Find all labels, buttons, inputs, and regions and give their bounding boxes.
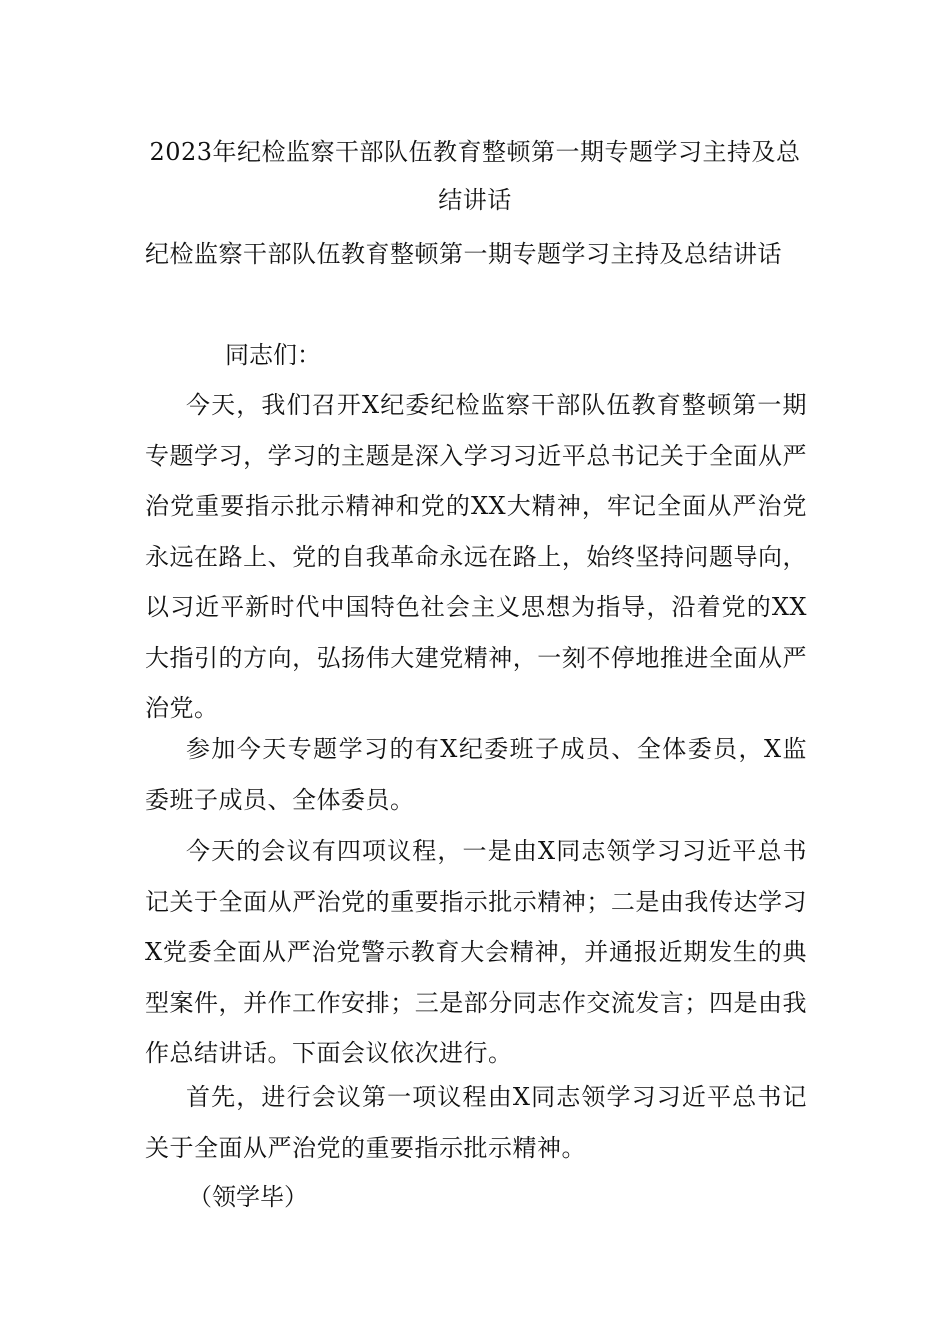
paragraph-attendees: 参加今天专题学习的有X纪委班子成员、全体委员，X监委班子成员、全体委员。 bbox=[145, 735, 807, 814]
paragraph-opening: 今天，我们召开X纪委纪检监察干部队伍教育整顿第一期专题学习，学习的主题是深入学习习近平总书记关于全面从严治党重要指示批示精神和党的XX大精神，牢记全面从严治党永远在路上、党的自我革命永远在路上，始终坚持问题导向，以习近平新时代中国特色社会主义思想为指导，沿着党的XX大指引的方向，弘扬伟大建党精神，一刻不停地推进全面从严治党。 bbox=[145, 391, 807, 722]
document-subtitle: 纪检监察干部队伍教育整顿第一期专题学习主持及总结讲话 bbox=[145, 240, 782, 268]
document-title: 2023年纪检监察干部队伍教育整顿第一期专题学习主持及总结讲话 bbox=[149, 138, 801, 214]
salutation: 同志们： bbox=[225, 341, 321, 369]
stage-note: （领学毕） bbox=[188, 1183, 308, 1211]
paragraph-agenda: 今天的会议有四项议程，一是由X同志领学习习近平总书记关于全面从严治党的重要指示批示精神；二是由我传达学习X党委全面从严治党警示教育大会精神，并通报近期发生的典型案件，并作工作安排；三是部分同志作交流发言；四是由我作总结讲话。下面会议依次进行。 bbox=[145, 837, 807, 1067]
paragraph-first-item: 首先，进行会议第一项议程由X同志领学习习近平总书记关于全面从严治党的重要指示批示精神。 bbox=[145, 1083, 807, 1162]
